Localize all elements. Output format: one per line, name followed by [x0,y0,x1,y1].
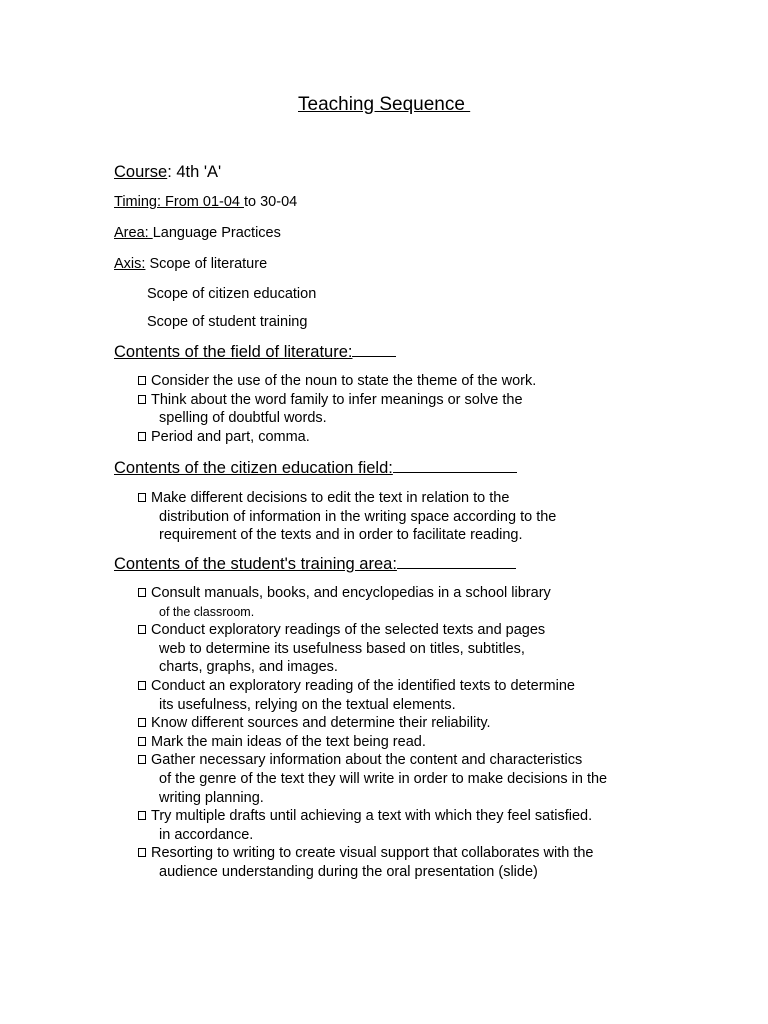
area-line [114,224,281,242]
area-label: Area: [114,225,153,241]
list-item: Period and part, comma. [138,428,698,447]
list-item: Resorting to writing to create visual support that collaborates with the audience understanding during the oral presentation (slide) [138,844,698,881]
checkbox-bullet-icon [138,848,146,857]
course-value: : 4th 'A' [167,163,222,181]
list-item: Make different decisions to edit the text in relation to the distribution of information in the writing space according to the requirement of the texts and in order to facilitate reading. [138,489,698,545]
course-line [114,162,221,182]
checkbox-bullet-icon [138,588,146,597]
checkbox-bullet-icon [138,493,146,502]
list-item: Conduct an exploratory reading of the identified texts to determine its usefulness, relying on the textual elements. [138,677,698,714]
list-item: Conduct exploratory readings of the selected texts and pages web to determine its usefulness based on titles, subtitles, charts, graphs, and images. [138,621,698,677]
list-item: Gather necessary information about the content and characteristics of the genre of the text they will write in order to make decisions in the writing planning. [138,751,698,807]
list-item: Consult manuals, books, and encyclopedias in a school library of the classroom. [138,584,698,621]
timing-value: to 30-04 [244,194,298,210]
section-heading-literature: Contents of the field of literature: [114,341,396,362]
checkbox-bullet-icon [138,811,146,820]
axis-label: Axis: [114,256,146,272]
list-item: Try multiple drafts until achieving a text with which they feel satisfied. in accordance. [138,807,698,844]
checkbox-bullet-icon [138,755,146,764]
checkbox-bullet-icon [138,432,146,441]
list-item: Consider the use of the noun to state the theme of the work. [138,372,698,391]
section-heading-citizen-education: Contents of the citizen education field: [114,457,517,478]
axis-scope-student: Scope of student training [147,314,308,330]
checkbox-bullet-icon [138,681,146,690]
section-heading-student-training: Contents of the student's training area: [114,553,516,574]
timing-line [114,193,297,211]
list-item: Think about the word family to infer meanings or solve the spelling of doubtful words. [138,391,698,428]
checkbox-bullet-icon [138,718,146,727]
list-item: Mark the main ideas of the text being read. [138,733,698,752]
checkbox-bullet-icon [138,395,146,404]
page-title: Teaching Sequence [298,94,471,115]
student-training-contents-list [138,584,698,882]
checkbox-bullet-icon [138,376,146,385]
checkbox-bullet-icon [138,737,146,746]
citizen-education-contents-list [138,489,698,545]
timing-label: Timing: From 01-04 [114,194,244,210]
checkbox-bullet-icon [138,625,146,634]
axis-value: Scope of literature [145,256,268,272]
area-value: Language Practices [152,225,281,241]
axis-scope-citizen: Scope of citizen education [147,286,317,302]
list-item: Know different sources and determine their reliability. [138,714,698,733]
literature-contents-list [138,372,698,446]
course-label: Course [114,163,168,181]
axis-line [114,255,267,273]
